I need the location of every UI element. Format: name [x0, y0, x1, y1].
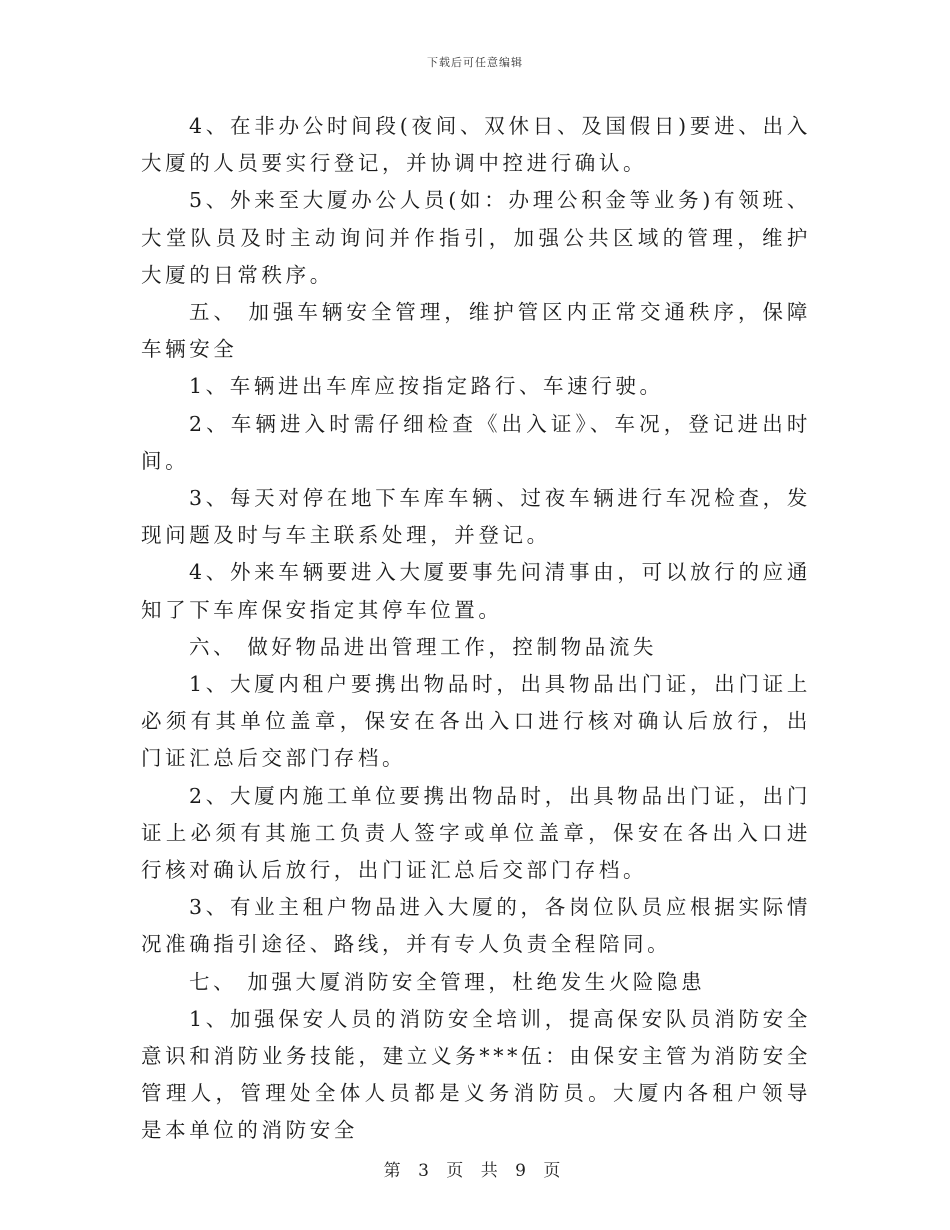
paragraph: 1、车辆进出车库应按指定路行、车速行驶。 — [189, 374, 664, 399]
paragraph: 1、加强保安人员的消防安全培训，提高保安队员消防安全意识和消防业务技能，建立义务***伍：由保安主管为消防安全管理人，管理处全体人员都是义务消防员。大厦内各租户领导是本单位的消防安全 — [141, 1006, 811, 1143]
paragraph: 4、外来车辆要进入大厦要事先问清事由，可以放行的应通知了下车库保安指定其停车位置。 — [141, 560, 811, 622]
paragraph: 2、大厦内施工单位要携出物品时，出具物品出门证，出门证上必须有其施工负责人签字或单位盖章，保安在各出入口进行核对确认后放行，出门证汇总后交部门存档。 — [141, 783, 811, 883]
section-heading: 五、 加强车辆安全管理，维护管区内正常交通秩序，保障车辆安全 — [141, 300, 811, 362]
section-heading: 七、 加强大厦消防安全管理，杜绝发生火险隐患 — [189, 969, 706, 994]
paragraph: 1、大厦内租户要携出物品时，出具物品出门证，出门证上必须有其单位盖章，保安在各出入口进行核对确认后放行，出门证汇总后交部门存档。 — [141, 672, 811, 771]
page-number-footer: 第 3 页 共 9 页 — [383, 1161, 567, 1181]
document-body — [141, 108, 811, 1150]
section-heading: 六、 做好物品进出管理工作，控制物品流失 — [189, 634, 658, 659]
paragraph: 3、有业主租户物品进入大厦的，各岗位队员应根据实际情况准确指引途径、路线，并有专人负责全程陪同。 — [141, 895, 811, 957]
paragraph: 3、每天对停在地下车库车辆、过夜车辆进行车况检查，发现问题及时与车主联系处理，并登记。 — [141, 486, 811, 548]
page-header: 下载后可任意编辑 — [427, 56, 523, 69]
paragraph: 4、在非办公时间段(夜间、双休日、及国假日)要进、出入大厦的人员要实行登记，并协调中控进行确认。 — [141, 114, 811, 176]
paragraph: 5、外来至大厦办公人员(如：办理公积金等业务)有领班、大堂队员及时主动询问并作指引，加强公共区域的管理，维护大厦的日常秩序。 — [141, 188, 811, 287]
paragraph: 2、车辆进入时需仔细检查《出入证》、车况，登记进出时间。 — [141, 411, 811, 473]
